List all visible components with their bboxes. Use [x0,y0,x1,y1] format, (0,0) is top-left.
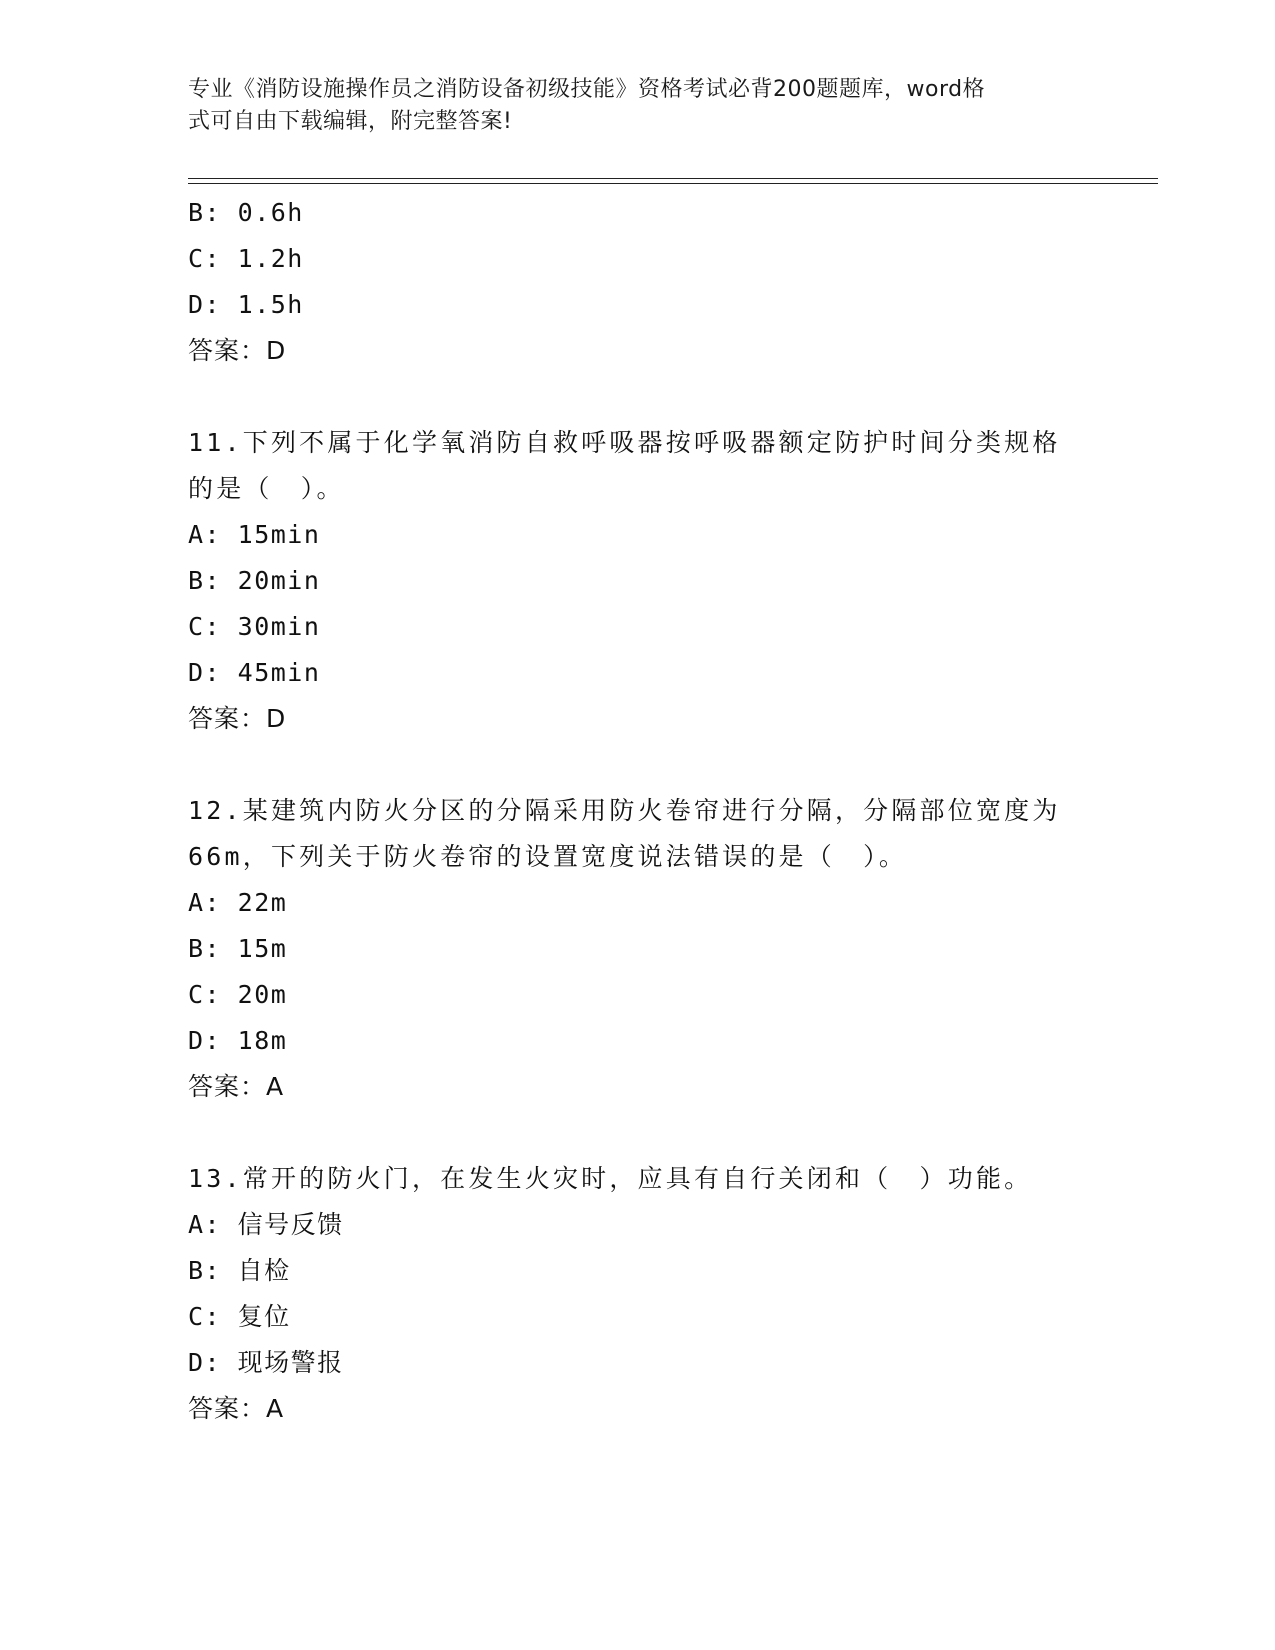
option-c: C: 20m [188,980,288,1009]
option-d: D: 1.5h [188,290,304,319]
question-text-line-1: 13.常开的防火门，在发生火灾时，应具有自行关闭和（ ）功能。 [188,1164,1033,1193]
option-d: D: 18m [188,1026,288,1055]
option-c: C: 复位 [188,1302,291,1331]
option-b: B: 0.6h [188,198,304,227]
header-rule-top [188,178,1158,179]
header-rule-bottom [188,183,1158,184]
question-text-line-2: 66m，下列关于防火卷帘的设置宽度说法错误的是（ ）。 [188,842,908,871]
answer-line: 答案：A [188,1394,285,1423]
question-11 [188,420,1088,742]
option-d: D: 45min [188,658,321,687]
question-13 [188,1156,1088,1432]
question-text-line-1: 11.下列不属于化学氧消防自救呼吸器按呼吸器额定防护时间分类规格 [188,428,1061,457]
previous-question-block [188,190,1088,374]
option-b: B: 20min [188,566,321,595]
option-c: C: 1.2h [188,244,304,273]
option-a: A: 信号反馈 [188,1210,344,1239]
question-12 [188,788,1088,1110]
question-text-line-1: 12.某建筑内防火分区的分隔采用防火卷帘进行分隔，分隔部位宽度为 [188,796,1061,825]
option-d: D: 现场警报 [188,1348,344,1377]
option-b: B: 自检 [188,1256,291,1285]
option-a: A: 15min [188,520,321,549]
document-header [188,74,1068,138]
header-line-1: 专业《消防设施操作员之消防设备初级技能》资格考试必背200题题库，word格 [188,77,986,102]
option-c: C: 30min [188,612,321,641]
question-list [188,190,1088,1432]
option-b: B: 15m [188,934,288,963]
answer-line: 答案：A [188,1072,285,1101]
answer-line: 答案：D [188,336,287,365]
answer-line: 答案：D [188,704,287,733]
header-line-2: 式可自由下载编辑，附完整答案! [188,109,513,134]
question-text-line-2: 的是（ ）。 [188,474,345,503]
option-a: A: 22m [188,888,288,917]
